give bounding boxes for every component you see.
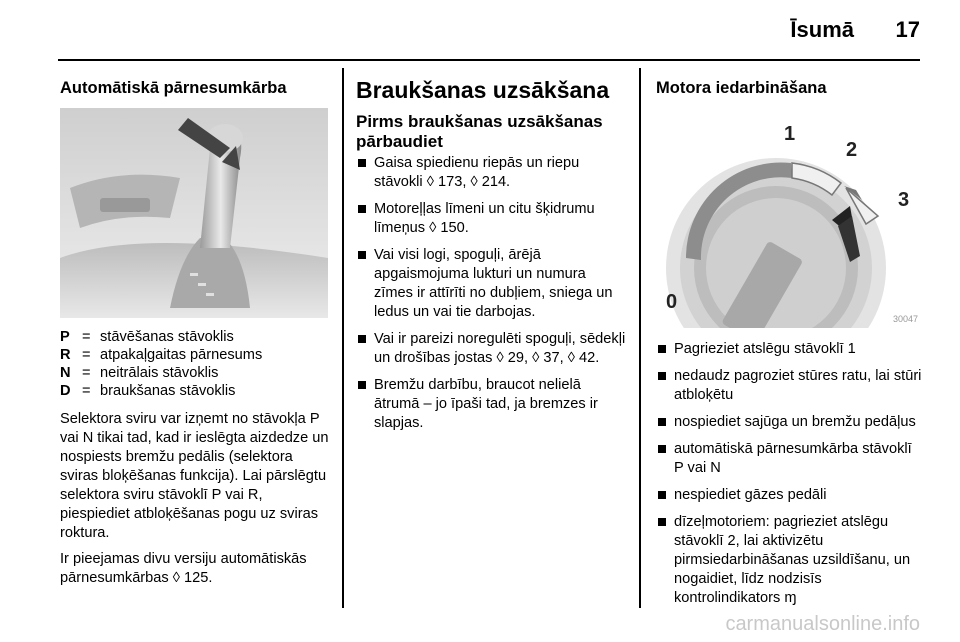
gear-selector-illustration bbox=[60, 108, 328, 318]
legend-key: P bbox=[60, 329, 70, 345]
figure-id: 30047 bbox=[892, 314, 918, 324]
legend-key: D bbox=[60, 383, 71, 399]
position-label-2: 2 bbox=[846, 139, 858, 161]
list-item: automātiskā pārnesumkārba stāvoklī P vai N bbox=[656, 440, 924, 478]
column-divider-2 bbox=[639, 68, 641, 608]
bullet-square-icon bbox=[658, 491, 666, 499]
bullet-square-icon bbox=[358, 381, 366, 389]
legend-equals: = bbox=[82, 347, 91, 363]
legend-text: braukšanas stāvoklis bbox=[100, 383, 236, 399]
column-automatic-gearbox bbox=[60, 62, 332, 588]
list-item: Vai visi logi, spoguļi, ārējā apgaismojuma lukturi un numura zīmes ir attīrīti no dubļiem, sniega un ledus un vai tie darbojas. bbox=[356, 246, 626, 322]
list-item: dīzeļmotoriem: pagrieziet atslēgu stāvoklī 2, lai aktivizētu pirmsiedarbināšanas uzsildīšanu, un nogaidiet, līdz nodzisīs kontrolindikators ɱ bbox=[656, 513, 924, 608]
list-item: nospiediet sajūga un bremžu pedāļus bbox=[656, 413, 924, 432]
section-title-starting-driving: Braukšanas uzsākšana bbox=[356, 77, 610, 103]
list-item: Vai ir pareizi noregulēti spoguļi, sēdekļi un drošības jostas ◊ 29, ◊ 37, ◊ 42. bbox=[356, 330, 626, 368]
list-item: Motoreļļas līmeni un citu šķidrumu līmeņus ◊ 150. bbox=[356, 200, 626, 238]
page-number: 17 bbox=[895, 17, 920, 42]
list-item: nedaudz pagroziet stūres ratu, lai stūri atbloķētu bbox=[656, 367, 924, 405]
bullet-square-icon bbox=[658, 418, 666, 426]
legend-text: neitrālais stāvoklis bbox=[100, 365, 219, 381]
gearbox-versions-paragraph: Ir pieejamas divu versiju automātiskās pārnesumkārbas ◊ 125. bbox=[60, 551, 307, 586]
bullet-square-icon bbox=[658, 518, 666, 526]
header-section-title: Īsumā bbox=[790, 17, 854, 42]
legend-row bbox=[60, 346, 332, 364]
section-heading-automatic-gearbox: Automātiskā pārnesumkārba bbox=[60, 79, 287, 97]
legend-equals: = bbox=[82, 383, 91, 399]
column-starting-driving bbox=[356, 62, 626, 441]
pre-drive-checklist bbox=[356, 154, 626, 433]
header-rule bbox=[58, 59, 920, 61]
selector-lever-paragraph: Selektora sviru var izņemt no stāvokļa P vai N tikai tad, kad ir ieslēgta aizdedze un nospiests bremžu pedālis (selektora sviras bloķēšanas funkcija). Lai pārslēgtu selektora sviru stāvoklī P vai R, piespiediet atbloķēšanas pogu uz sviras roktura. bbox=[60, 411, 329, 541]
legend-text: stāvēšanas stāvoklis bbox=[100, 329, 234, 345]
bullet-square-icon bbox=[658, 372, 666, 380]
bullet-square-icon bbox=[658, 445, 666, 453]
bullet-square-icon bbox=[358, 251, 366, 259]
legend-equals: = bbox=[82, 365, 91, 381]
legend-row bbox=[60, 364, 332, 382]
legend-equals: = bbox=[82, 329, 91, 345]
gear-lever-image bbox=[60, 108, 328, 318]
bullet-square-icon bbox=[358, 335, 366, 343]
column-engine-start bbox=[656, 62, 924, 616]
list-item: Gaisa spiedienu riepās un riepu stāvokli ◊ 173, ◊ 214. bbox=[356, 154, 626, 192]
legend-key: N bbox=[60, 365, 71, 381]
bullet-square-icon bbox=[658, 345, 666, 353]
column-divider-1 bbox=[342, 68, 344, 608]
page-header bbox=[0, 0, 960, 62]
ignition-switch-illustration bbox=[656, 108, 924, 328]
list-item: nespiediet gāzes pedāli bbox=[656, 486, 924, 505]
gear-positions-legend bbox=[60, 328, 332, 400]
legend-row bbox=[60, 328, 332, 346]
subheading-pre-drive-checks: Pirms braukšanas uzsākšanas pārbaudiet bbox=[356, 112, 603, 151]
legend-key: R bbox=[60, 347, 71, 363]
ignition-switch-image bbox=[656, 108, 924, 328]
list-item: Bremžu darbību, braucot nelielā ātrumā – jo īpaši tad, ja bremzes ir slapjas. bbox=[356, 376, 626, 433]
section-heading-engine-start: Motora iedarbināšana bbox=[656, 79, 827, 97]
list-item: Pagrieziet atslēgu stāvoklī 1 bbox=[656, 340, 924, 359]
engine-start-steps bbox=[656, 340, 924, 608]
position-label-0: 0 bbox=[666, 291, 678, 313]
legend-text: atpakaļgaitas pārnesums bbox=[100, 347, 263, 363]
bullet-square-icon bbox=[358, 159, 366, 167]
watermark: carmanualsonline.info bbox=[725, 613, 920, 635]
legend-row bbox=[60, 382, 332, 400]
position-label-3: 3 bbox=[898, 189, 910, 211]
bullet-square-icon bbox=[358, 205, 366, 213]
position-label-1: 1 bbox=[784, 123, 796, 145]
